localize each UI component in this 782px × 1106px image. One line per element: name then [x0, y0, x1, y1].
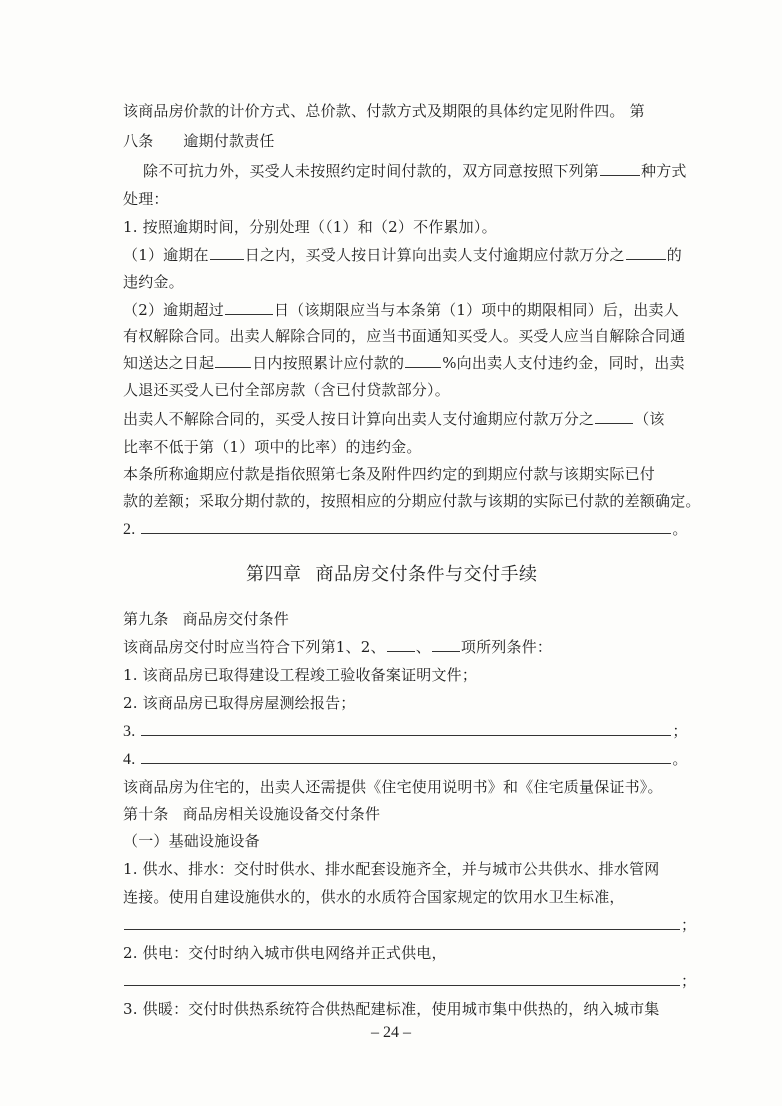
- list-item: [123, 720, 688, 743]
- article-title: 商品房交付条件: [182, 610, 290, 628]
- text: 。: [672, 520, 688, 538]
- text: ；: [681, 972, 697, 990]
- text: 种方式: [641, 162, 687, 180]
- text: 日之内，买受人按日计算向出卖人支付逾期应付款万分之: [244, 246, 625, 264]
- fill-line-row: [123, 970, 696, 992]
- fill-line[interactable]: [124, 915, 680, 930]
- fill-line[interactable]: [124, 971, 680, 986]
- fill-blank[interactable]: [210, 245, 244, 260]
- chapter-heading: [246, 562, 538, 588]
- fill-blank[interactable]: [432, 637, 460, 652]
- item-number: 2.: [123, 521, 136, 538]
- paragraph-line: [123, 100, 645, 122]
- article-title: 商品房相关设施设备交付条件: [182, 805, 381, 823]
- text: 该商品房价款的计价方式、总价款、付款方式及期限的具体约定见附件四。 第: [123, 102, 645, 120]
- text: 本条所称逾期应付款是指依照第七条及附件四约定的到期应付款与该期实际已付: [123, 465, 656, 483]
- text: 人退还买受人已付全部房款（含已付贷款部分）。: [123, 381, 450, 399]
- text: （1）逾期在: [123, 246, 209, 264]
- article-number: 第九条: [123, 610, 169, 628]
- paragraph-line: [123, 463, 655, 485]
- text: （一）基础设施设备: [123, 832, 260, 850]
- article-title: 逾期付款责任: [183, 132, 275, 150]
- paragraph-line: [143, 160, 687, 182]
- section-heading: [123, 830, 260, 852]
- fill-line[interactable]: [141, 721, 671, 736]
- chapter-title: 商品房交付条件与交付手续: [315, 564, 538, 585]
- text: 处理：: [123, 190, 169, 208]
- text: 知送达之日起: [123, 354, 215, 372]
- text: 有权解除合同。出卖人解除合同的，应当书面通知买受人。买受人应当自解除合同通: [123, 327, 686, 345]
- paragraph-line: [123, 490, 701, 512]
- article-10-heading: [123, 803, 380, 825]
- fill-blank[interactable]: [595, 409, 633, 424]
- text: 1. 该商品房已取得建设工程竣工验收备案证明文件；: [123, 666, 478, 684]
- fill-blank[interactable]: [225, 300, 273, 315]
- paragraph-line: [123, 271, 184, 293]
- page-number: – 24 –: [371, 1024, 411, 1041]
- paragraph-line: [123, 352, 685, 374]
- paragraph-line: [123, 886, 625, 908]
- chapter-number: 第四章: [246, 564, 302, 585]
- list-item: [123, 692, 355, 714]
- text: 2. 该商品房已取得房屋测绘报告；: [123, 694, 356, 712]
- text: 2. 供电：交付时纳入城市供电网络并正式供电，: [123, 944, 447, 962]
- text: 连接。使用自建设施供水的，供水的水质符合国家规定的饮用水卫生标准，: [123, 888, 625, 906]
- text: 、: [415, 638, 431, 656]
- paragraph-line: [123, 325, 685, 347]
- article-number: 八条: [123, 132, 154, 150]
- fill-blank[interactable]: [387, 637, 415, 652]
- list-item: [123, 518, 688, 541]
- paragraph-line: [123, 299, 679, 321]
- text: 1. 供水、排水：交付时供水、排水配套设施齐全，并与城市公共供水、排水管网: [123, 860, 660, 878]
- text: 。: [672, 750, 688, 768]
- text: ；: [672, 722, 688, 740]
- paragraph-line: [123, 244, 682, 266]
- text: 除不可抗力外，买受人未按照约定时间付款的，双方同意按照下列第: [143, 162, 600, 180]
- text: 1. 按照逾期时间，分别处理（（1）和（2）不作累加）。: [123, 218, 497, 236]
- fill-blank[interactable]: [215, 353, 251, 368]
- text: 出卖人不解除合同的，买受人按日计算向出卖人支付逾期应付款万分之: [123, 410, 595, 428]
- text: 项所列条件：: [460, 638, 553, 656]
- text: 该商品房交付时应当符合下列第1、2、: [123, 638, 386, 656]
- text: 该商品房为住宅的，出卖人还需提供《住宅使用说明书》和《住宅质量保证书》。: [123, 778, 663, 796]
- list-item: [123, 998, 659, 1020]
- text: 的: [666, 246, 682, 264]
- fill-line-row: [123, 914, 696, 936]
- list-item: [123, 664, 477, 686]
- paragraph-line: [123, 408, 665, 430]
- list-item: [123, 858, 659, 880]
- paragraph-line: [123, 436, 422, 458]
- fill-blank[interactable]: [600, 161, 640, 176]
- item-number: 4.: [123, 751, 136, 768]
- text: %向出卖人支付违约金，同时，出卖: [442, 354, 685, 372]
- text: 比率不低于第（1）项中的比率）的违约金。: [123, 438, 422, 456]
- article-8-heading: [123, 130, 275, 152]
- text: 日内按照累计应付款的: [252, 354, 405, 372]
- list-item: [123, 942, 447, 964]
- text: ；: [681, 916, 697, 934]
- item-number: 3.: [123, 723, 136, 740]
- text: 违约金。: [123, 273, 184, 291]
- fill-line[interactable]: [141, 519, 671, 534]
- text: 日（该期限应当与本条第（1）项中的期限相同）后，出卖人: [273, 301, 679, 319]
- article-9-heading: [123, 608, 289, 630]
- list-item: [123, 748, 688, 771]
- paragraph-line: [123, 636, 552, 658]
- text: 款的差额；采取分期付款的，按照相应的分期应付款与该期的实际已付款的差额确定。: [123, 492, 701, 510]
- fill-blank[interactable]: [626, 245, 666, 260]
- fill-blank[interactable]: [405, 353, 441, 368]
- article-number: 第十条: [123, 805, 169, 823]
- text: 3. 供暖：交付时供热系统符合供热配建标准，使用城市集中供热的，纳入城市集: [123, 1000, 660, 1018]
- paragraph-line: [123, 776, 663, 798]
- fill-line[interactable]: [141, 749, 671, 764]
- text: （该: [634, 410, 665, 428]
- paragraph-line: [123, 379, 450, 401]
- paragraph-line: [123, 188, 169, 210]
- list-item: [123, 216, 497, 238]
- text: （2）逾期超过: [123, 301, 224, 319]
